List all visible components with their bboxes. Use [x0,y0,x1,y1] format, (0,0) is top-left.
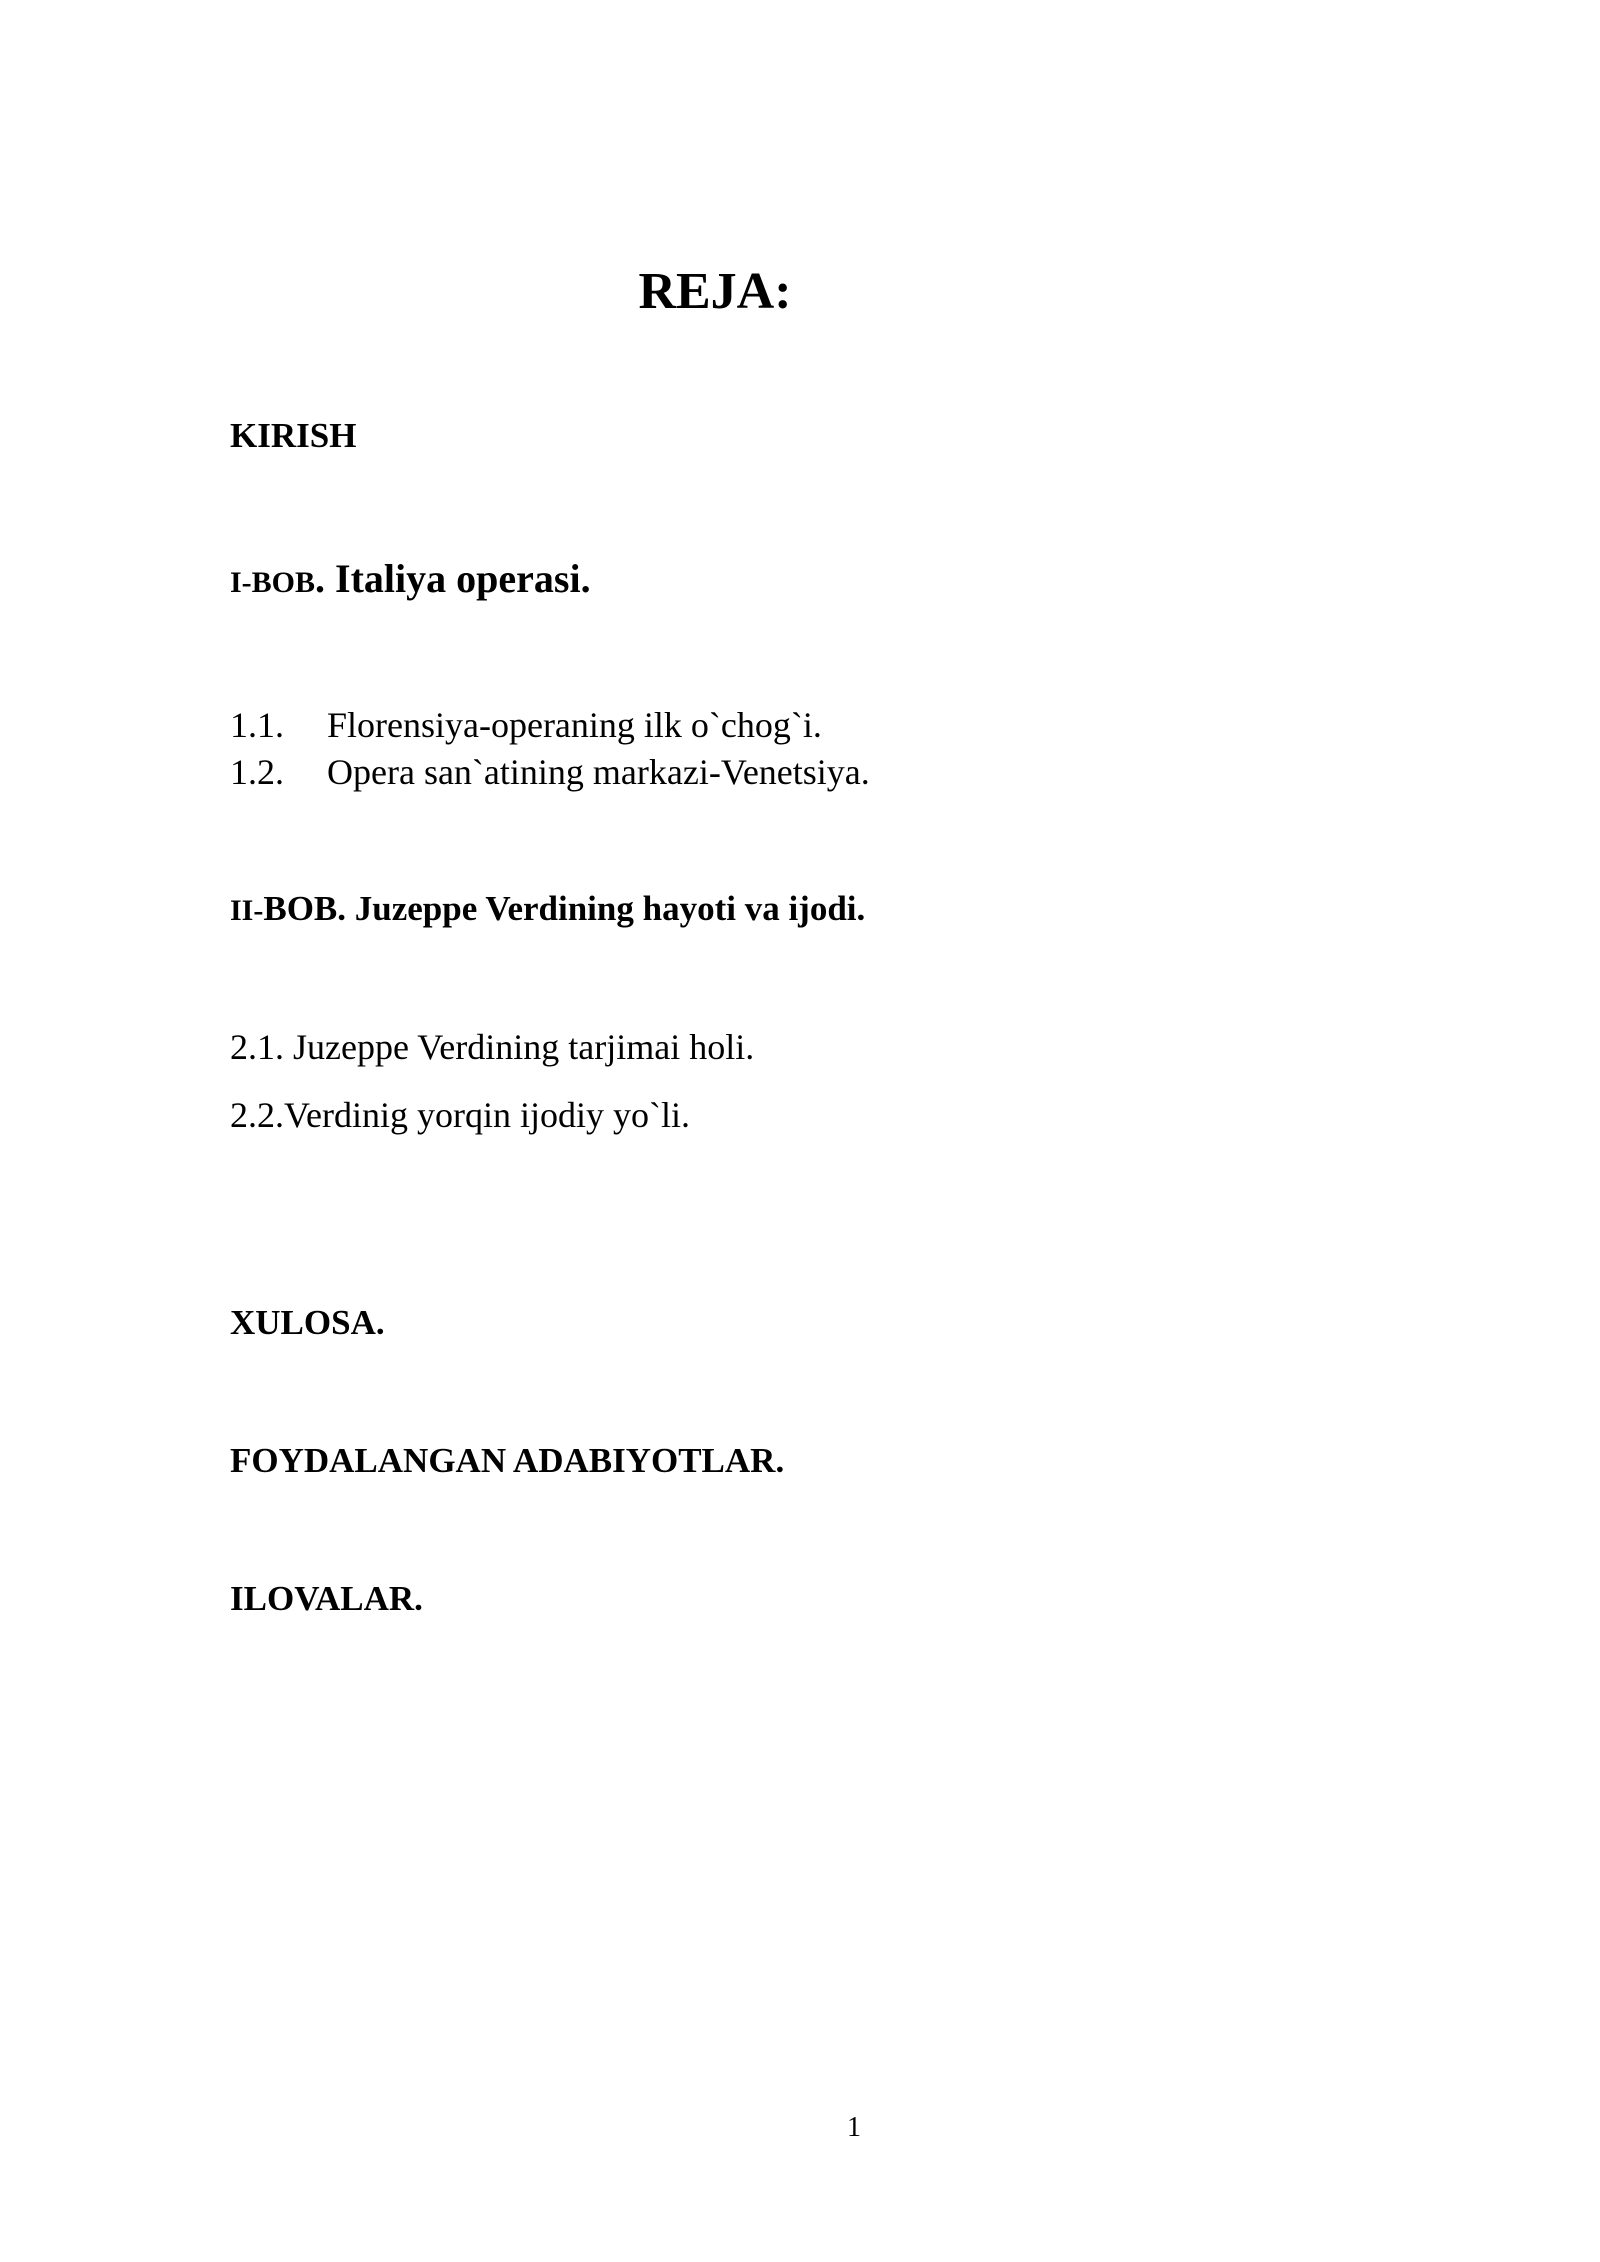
chapter-2-title: BOB. Juzeppe Verdining hayoti va ijodi. [263,889,866,928]
toc-item-number: 1.2. [230,752,284,792]
heading-chapter-1 [230,556,591,606]
page-title: REJA: [638,263,792,320]
page-number: 1 [847,2112,861,2143]
heading-chapter-2 [230,886,865,934]
heading-conclusion: XULOSA. [230,1303,385,1342]
toc-item-2-2: 2.2.Verdinig yorqin ijodiy yo`li. [230,1095,690,1135]
toc-item-2-1: 2.1. Juzeppe Verdining tarjimai holi. [230,1027,755,1067]
toc-item-number: 1.1. [230,705,284,745]
heading-appendices: ILOVALAR. [230,1579,423,1618]
toc-item-text: Florensiya-operaning ilk o`chog`i. [327,705,822,745]
chapter-2-prefix: II- [230,894,264,927]
toc-item-1-1 [230,702,822,748]
chapter-1-title: . Italiya operasi. [315,556,591,601]
chapter-1-bob: BOB [251,566,316,599]
heading-intro: KIRISH [230,416,357,455]
heading-references: FOYDALANGAN ADABIYOTLAR. [230,1441,785,1480]
chapter-1-prefix: I- [230,566,252,599]
toc-item-text: Opera san`atining markazi-Venetsiya. [327,752,870,792]
toc-item-1-2 [230,749,870,795]
